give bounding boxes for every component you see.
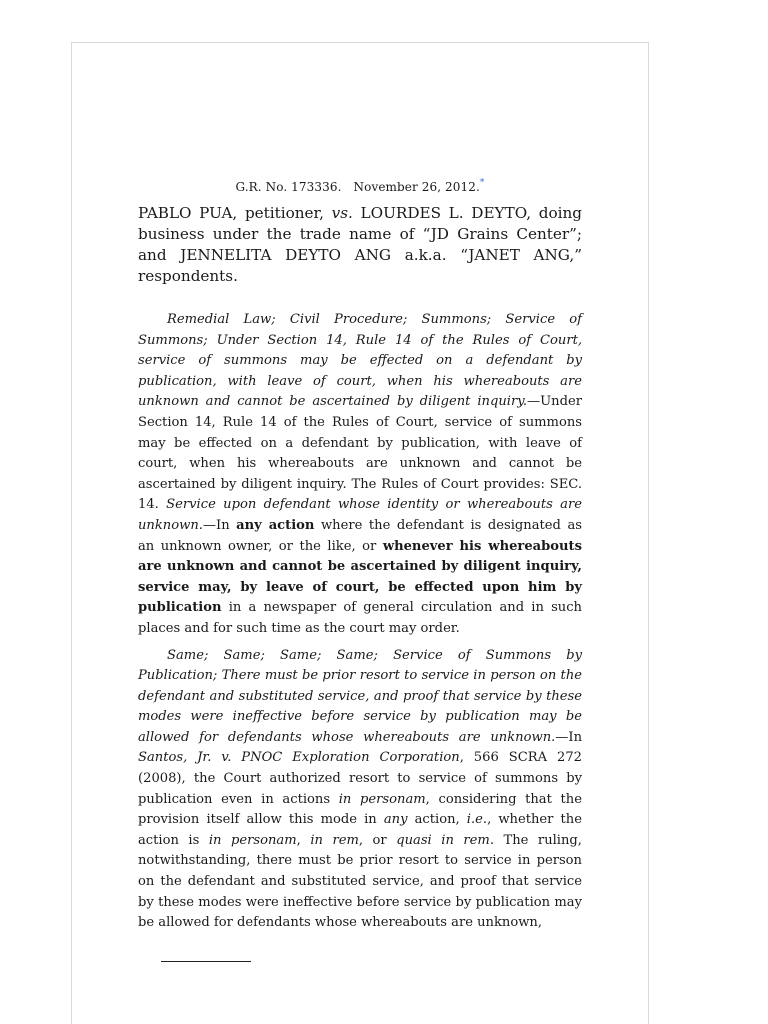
syllabus-text: , whether the action is: [138, 812, 582, 848]
syllabus-text: , considering that the provision itself allow this mode in: [138, 791, 582, 828]
footnote-divider: [161, 961, 251, 962]
syllabus-text: —In: [202, 517, 230, 533]
case-title: [138, 203, 582, 287]
latin-term: quasi in rem: [396, 832, 490, 848]
syllabus-text: , or: [358, 832, 387, 848]
syllabus-keywords-2: Same; Same; Same; Same; Service of Summons by Publication; There must be prior resort to service in person on the defendant and substituted service, and proof that service by these modes were ineffective before service by publication may be allowed for defendants whose whereabouts are unknown.: [138, 647, 582, 745]
cited-case: Santos, Jr. v. PNOC Exploration Corporation: [138, 750, 460, 766]
syllabus: [138, 310, 582, 940]
latin-term: i.e.: [466, 812, 488, 828]
case-header: [72, 178, 648, 194]
latin-term: in rem: [310, 832, 359, 848]
latin-term: in personam: [208, 832, 297, 848]
syllabus-paragraph-1: [138, 310, 582, 640]
syllabus-keywords-1: Remedial Law; Civil Procedure; Summons; Service of Summons; Under Section 14, Rule 14 of the Rules of Court, service of summons may be effected on a defendant by publication, with leave of court, when his whereabouts are unknown and cannot be ascertained by diligent inquiry.: [138, 312, 582, 410]
emphasis: any action: [236, 517, 315, 533]
latin-term: in personam: [338, 791, 426, 807]
syllabus-text: ,: [296, 832, 301, 848]
syllabus-paragraph-2: [138, 646, 582, 934]
syllabus-text: —Under Section 14, Rule 14 of the Rules of Court, service of summons may be effected on a defendant by publication, with leave of court, when his whereabouts are unknown and cannot be ascertained by diligent inquiry. The Rules of Court provides: SEC. 14.: [138, 394, 582, 513]
decision-date: November 26, 2012.: [353, 180, 480, 194]
rule-heading: Service upon defendant whose identity or whereabouts are unknown.: [138, 497, 582, 533]
document-page: [71, 42, 649, 1024]
syllabus-text: . The ruling, notwithstanding, there must be prior resort to service in person on the defendant and substituted service, and proof that service by these modes were ineffective before service by publication may be allowed for defendants whose whereabouts are unknown,: [138, 832, 582, 931]
syllabus-text: —In: [555, 729, 582, 745]
versus: vs.: [331, 204, 353, 222]
syllabus-text: action,: [414, 812, 460, 828]
emphasis: whenever his whereabouts are unknown and cannot be ascertained by diligent inquiry, service may, by leave of court, be effected upon him by publication: [138, 538, 582, 616]
syllabus-text: where the defendant is designated as an unknown owner, or the like, or: [138, 517, 582, 554]
syllabus-text: , 566 SCRA 272 (2008), the Court authorized resort to service of summons by publication even in actions: [138, 750, 582, 807]
emphasis: any: [383, 812, 408, 828]
case-number: G.R. No. 173336.: [235, 180, 342, 194]
respondents: LOURDES L. DEYTO, doing business under the trade name of “JD Grains Center”; and JENNELITA DEYTO ANG a.k.a. “JANET ANG,” respondents.: [138, 204, 583, 285]
footnote-marker[interactable]: *: [479, 178, 485, 188]
syllabus-text: in a newspaper of general circulation and in such places and for such time as the court may order.: [138, 600, 582, 636]
petitioner: PABLO PUA, petitioner,: [138, 204, 324, 222]
